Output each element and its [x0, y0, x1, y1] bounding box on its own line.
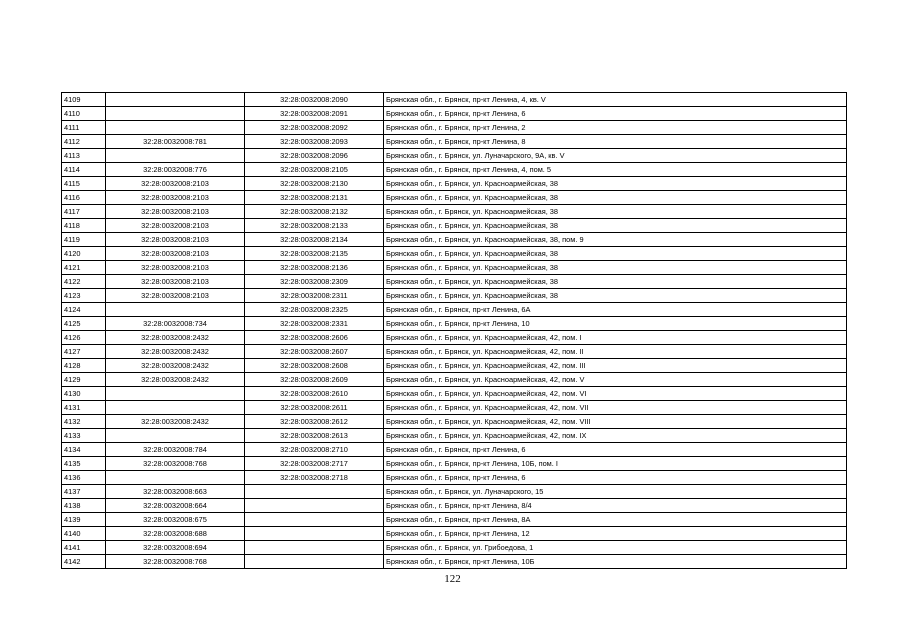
- address-cell: Брянская обл., г. Брянск, пр-кт Ленина, 4, пом. 5: [384, 163, 847, 177]
- address-cell: Брянская обл., г. Брянск, пр-кт Ленина, 8: [384, 135, 847, 149]
- row-number-cell: 4123: [62, 289, 106, 303]
- cadastral-number-cell: [245, 541, 384, 555]
- table-row: [62, 317, 847, 331]
- table-row: [62, 499, 847, 513]
- row-number-cell: 4137: [62, 485, 106, 499]
- table-row: [62, 345, 847, 359]
- cadastral-number-cell: [106, 471, 245, 485]
- address-cell: Брянская обл., г. Брянск, пр-кт Ленина, 10: [384, 317, 847, 331]
- cadastral-number-cell: [245, 527, 384, 541]
- table-row: [62, 527, 847, 541]
- address-cell: Брянская обл., г. Брянск, пр-кт Ленина, 8А: [384, 513, 847, 527]
- cadastral-number-cell: [106, 93, 245, 107]
- table-row: [62, 401, 847, 415]
- table-row: [62, 485, 847, 499]
- address-cell: Брянская обл., г. Брянск, ул. Красноармейская, 38: [384, 247, 847, 261]
- cadastral-number-cell: [106, 429, 245, 443]
- row-number-cell: 4118: [62, 219, 106, 233]
- table-row: [62, 107, 847, 121]
- table-row: [62, 429, 847, 443]
- table-row: [62, 471, 847, 485]
- address-cell: Брянская обл., г. Брянск, ул. Красноармейская, 42, пом. VI: [384, 387, 847, 401]
- table-row: [62, 331, 847, 345]
- cadastral-number-cell: 32:28:0032008:2091: [245, 107, 384, 121]
- address-cell: Брянская обл., г. Брянск, пр-кт Ленина, 4, кв. V: [384, 93, 847, 107]
- table-row: [62, 261, 847, 275]
- address-cell: Брянская обл., г. Брянск, ул. Красноармейская, 38: [384, 289, 847, 303]
- table-row: [62, 443, 847, 457]
- row-number-cell: 4135: [62, 457, 106, 471]
- address-cell: Брянская обл., г. Брянск, пр-кт Ленина, 10Б, пом. I: [384, 457, 847, 471]
- table-row: [62, 205, 847, 219]
- cadastral-number-cell: [245, 555, 384, 569]
- cadastral-number-cell: 32:28:0032008:2432: [106, 359, 245, 373]
- cadastral-number-cell: 32:28:0032008:2134: [245, 233, 384, 247]
- cadastral-number-cell: 32:28:0032008:2717: [245, 457, 384, 471]
- table-row: [62, 373, 847, 387]
- row-number-cell: 4122: [62, 275, 106, 289]
- address-cell: Брянская обл., г. Брянск, ул. Красноармейская, 38: [384, 275, 847, 289]
- row-number-cell: 4131: [62, 401, 106, 415]
- row-number-cell: 4130: [62, 387, 106, 401]
- cadastral-number-cell: 32:28:0032008:2608: [245, 359, 384, 373]
- cadastral-number-cell: 32:28:0032008:2103: [106, 177, 245, 191]
- cadastral-number-cell: [245, 499, 384, 513]
- cadastral-number-cell: [106, 401, 245, 415]
- row-number-cell: 4129: [62, 373, 106, 387]
- cadastral-number-cell: 32:28:0032008:2325: [245, 303, 384, 317]
- row-number-cell: 4139: [62, 513, 106, 527]
- row-number-cell: 4140: [62, 527, 106, 541]
- table-row: [62, 387, 847, 401]
- cadastral-number-cell: [106, 149, 245, 163]
- row-number-cell: 4112: [62, 135, 106, 149]
- cadastral-number-cell: 32:28:0032008:2612: [245, 415, 384, 429]
- table-row: [62, 359, 847, 373]
- table-row: [62, 93, 847, 107]
- table-body: [62, 93, 847, 569]
- address-cell: Брянская обл., г. Брянск, ул. Луначарского, 15: [384, 485, 847, 499]
- address-cell: Брянская обл., г. Брянск, ул. Красноармейская, 38: [384, 191, 847, 205]
- cadastral-number-cell: 32:28:0032008:2609: [245, 373, 384, 387]
- cadastral-number-cell: 32:28:0032008:784: [106, 443, 245, 457]
- address-cell: Брянская обл., г. Брянск, ул. Красноармейская, 42, пом. VIII: [384, 415, 847, 429]
- cadastral-number-cell: 32:28:0032008:663: [106, 485, 245, 499]
- cadastral-number-cell: [106, 121, 245, 135]
- cadastral-number-cell: 32:28:0032008:688: [106, 527, 245, 541]
- row-number-cell: 4111: [62, 121, 106, 135]
- row-number-cell: 4136: [62, 471, 106, 485]
- table-row: [62, 247, 847, 261]
- cadastral-number-cell: 32:28:0032008:694: [106, 541, 245, 555]
- row-number-cell: 4117: [62, 205, 106, 219]
- page-number: 122: [444, 573, 461, 585]
- address-cell: Брянская обл., г. Брянск, пр-кт Ленина, 6А: [384, 303, 847, 317]
- table-row: [62, 177, 847, 191]
- cadastral-number-cell: 32:28:0032008:734: [106, 317, 245, 331]
- row-number-cell: 4116: [62, 191, 106, 205]
- address-cell: Брянская обл., г. Брянск, ул. Красноармейская, 38, пом. 9: [384, 233, 847, 247]
- cadastral-number-cell: 32:28:0032008:2130: [245, 177, 384, 191]
- address-cell: Брянская обл., г. Брянск, ул. Луначарского, 9А, кв. V: [384, 149, 847, 163]
- cadastral-number-cell: 32:28:0032008:2432: [106, 415, 245, 429]
- table-row: [62, 457, 847, 471]
- cadastral-number-cell: 32:28:0032008:2613: [245, 429, 384, 443]
- table-row: [62, 541, 847, 555]
- row-number-cell: 4142: [62, 555, 106, 569]
- row-number-cell: 4124: [62, 303, 106, 317]
- cadastral-number-cell: 32:28:0032008:2103: [106, 191, 245, 205]
- cadastral-number-cell: [106, 387, 245, 401]
- cadastral-number-cell: [106, 303, 245, 317]
- cadastral-number-cell: 32:28:0032008:2432: [106, 331, 245, 345]
- cadastral-number-cell: [106, 107, 245, 121]
- cadastral-number-cell: 32:28:0032008:2105: [245, 163, 384, 177]
- address-cell: Брянская обл., г. Брянск, ул. Грибоедова, 1: [384, 541, 847, 555]
- row-number-cell: 4120: [62, 247, 106, 261]
- row-number-cell: 4133: [62, 429, 106, 443]
- cadastral-number-cell: 32:28:0032008:2103: [106, 289, 245, 303]
- row-number-cell: 4128: [62, 359, 106, 373]
- cadastral-number-cell: 32:28:0032008:2103: [106, 233, 245, 247]
- cadastral-number-cell: 32:28:0032008:2309: [245, 275, 384, 289]
- cadastral-number-cell: 32:28:0032008:2311: [245, 289, 384, 303]
- table-row: [62, 303, 847, 317]
- cadastral-number-cell: 32:28:0032008:675: [106, 513, 245, 527]
- cadastral-number-cell: 32:28:0032008:2103: [106, 219, 245, 233]
- table-row: [62, 233, 847, 247]
- row-number-cell: 4125: [62, 317, 106, 331]
- row-number-cell: 4141: [62, 541, 106, 555]
- cadastral-number-cell: 32:28:0032008:2611: [245, 401, 384, 415]
- address-cell: Брянская обл., г. Брянск, ул. Красноармейская, 38: [384, 261, 847, 275]
- address-cell: Брянская обл., г. Брянск, ул. Красноармейская, 42, пом. V: [384, 373, 847, 387]
- cadastral-number-cell: 32:28:0032008:2136: [245, 261, 384, 275]
- cadastral-number-cell: 32:28:0032008:2718: [245, 471, 384, 485]
- cadastral-number-cell: 32:28:0032008:2432: [106, 373, 245, 387]
- cadastral-number-cell: 32:28:0032008:2132: [245, 205, 384, 219]
- row-number-cell: 4134: [62, 443, 106, 457]
- address-cell: Брянская обл., г. Брянск, пр-кт Ленина, 6: [384, 107, 847, 121]
- cadastral-number-cell: 32:28:0032008:2092: [245, 121, 384, 135]
- table-row: [62, 121, 847, 135]
- cadastral-number-cell: [245, 485, 384, 499]
- cadastral-number-cell: 32:28:0032008:664: [106, 499, 245, 513]
- cadastral-number-cell: 32:28:0032008:2103: [106, 261, 245, 275]
- row-number-cell: 4132: [62, 415, 106, 429]
- table-row: [62, 289, 847, 303]
- table-row: [62, 163, 847, 177]
- row-number-cell: 4109: [62, 93, 106, 107]
- row-number-cell: 4127: [62, 345, 106, 359]
- row-number-cell: 4113: [62, 149, 106, 163]
- cadastral-number-cell: 32:28:0032008:768: [106, 457, 245, 471]
- address-cell: Брянская обл., г. Брянск, пр-кт Ленина, 10Б: [384, 555, 847, 569]
- cadastral-number-cell: 32:28:0032008:2432: [106, 345, 245, 359]
- address-cell: Брянская обл., г. Брянск, пр-кт Ленина, 12: [384, 527, 847, 541]
- cadastral-table: [61, 92, 847, 569]
- cadastral-number-cell: 32:28:0032008:2103: [106, 205, 245, 219]
- table-row: [62, 135, 847, 149]
- cadastral-number-cell: 32:28:0032008:781: [106, 135, 245, 149]
- table-row: [62, 415, 847, 429]
- cadastral-number-cell: [245, 513, 384, 527]
- cadastral-number-cell: 32:28:0032008:2606: [245, 331, 384, 345]
- address-cell: Брянская обл., г. Брянск, ул. Красноармейская, 42, пом. VII: [384, 401, 847, 415]
- cadastral-number-cell: 32:28:0032008:2096: [245, 149, 384, 163]
- row-number-cell: 4110: [62, 107, 106, 121]
- address-cell: Брянская обл., г. Брянск, ул. Красноармейская, 42, пом. II: [384, 345, 847, 359]
- table-row: [62, 191, 847, 205]
- cadastral-number-cell: 32:28:0032008:2331: [245, 317, 384, 331]
- address-cell: Брянская обл., г. Брянск, пр-кт Ленина, 8/4: [384, 499, 847, 513]
- address-cell: Брянская обл., г. Брянск, пр-кт Ленина, 6: [384, 443, 847, 457]
- cadastral-number-cell: 32:28:0032008:2131: [245, 191, 384, 205]
- cadastral-number-cell: 32:28:0032008:2103: [106, 247, 245, 261]
- row-number-cell: 4138: [62, 499, 106, 513]
- cadastral-number-cell: 32:28:0032008:768: [106, 555, 245, 569]
- address-cell: Брянская обл., г. Брянск, ул. Красноармейская, 38: [384, 219, 847, 233]
- table-row: [62, 219, 847, 233]
- table-row: [62, 555, 847, 569]
- address-cell: Брянская обл., г. Брянск, ул. Красноармейская, 38: [384, 205, 847, 219]
- address-cell: Брянская обл., г. Брянск, ул. Красноармейская, 42, пом. IX: [384, 429, 847, 443]
- cadastral-number-cell: 32:28:0032008:2093: [245, 135, 384, 149]
- cadastral-number-cell: 32:28:0032008:2607: [245, 345, 384, 359]
- cadastral-number-cell: 32:28:0032008:2103: [106, 275, 245, 289]
- address-cell: Брянская обл., г. Брянск, ул. Красноармейская, 42, пом. III: [384, 359, 847, 373]
- cadastral-number-cell: 32:28:0032008:2133: [245, 219, 384, 233]
- table-row: [62, 149, 847, 163]
- address-cell: Брянская обл., г. Брянск, ул. Красноармейская, 42, пом. I: [384, 331, 847, 345]
- table-row: [62, 275, 847, 289]
- cadastral-number-cell: 32:28:0032008:2135: [245, 247, 384, 261]
- row-number-cell: 4115: [62, 177, 106, 191]
- row-number-cell: 4114: [62, 163, 106, 177]
- row-number-cell: 4119: [62, 233, 106, 247]
- address-cell: Брянская обл., г. Брянск, пр-кт Ленина, 2: [384, 121, 847, 135]
- cadastral-number-cell: 32:28:0032008:2610: [245, 387, 384, 401]
- row-number-cell: 4121: [62, 261, 106, 275]
- cadastral-number-cell: 32:28:0032008:776: [106, 163, 245, 177]
- table-row: [62, 513, 847, 527]
- address-cell: Брянская обл., г. Брянск, ул. Красноармейская, 38: [384, 177, 847, 191]
- cadastral-number-cell: 32:28:0032008:2090: [245, 93, 384, 107]
- cadastral-number-cell: 32:28:0032008:2710: [245, 443, 384, 457]
- row-number-cell: 4126: [62, 331, 106, 345]
- address-cell: Брянская обл., г. Брянск, пр-кт Ленина, 6: [384, 471, 847, 485]
